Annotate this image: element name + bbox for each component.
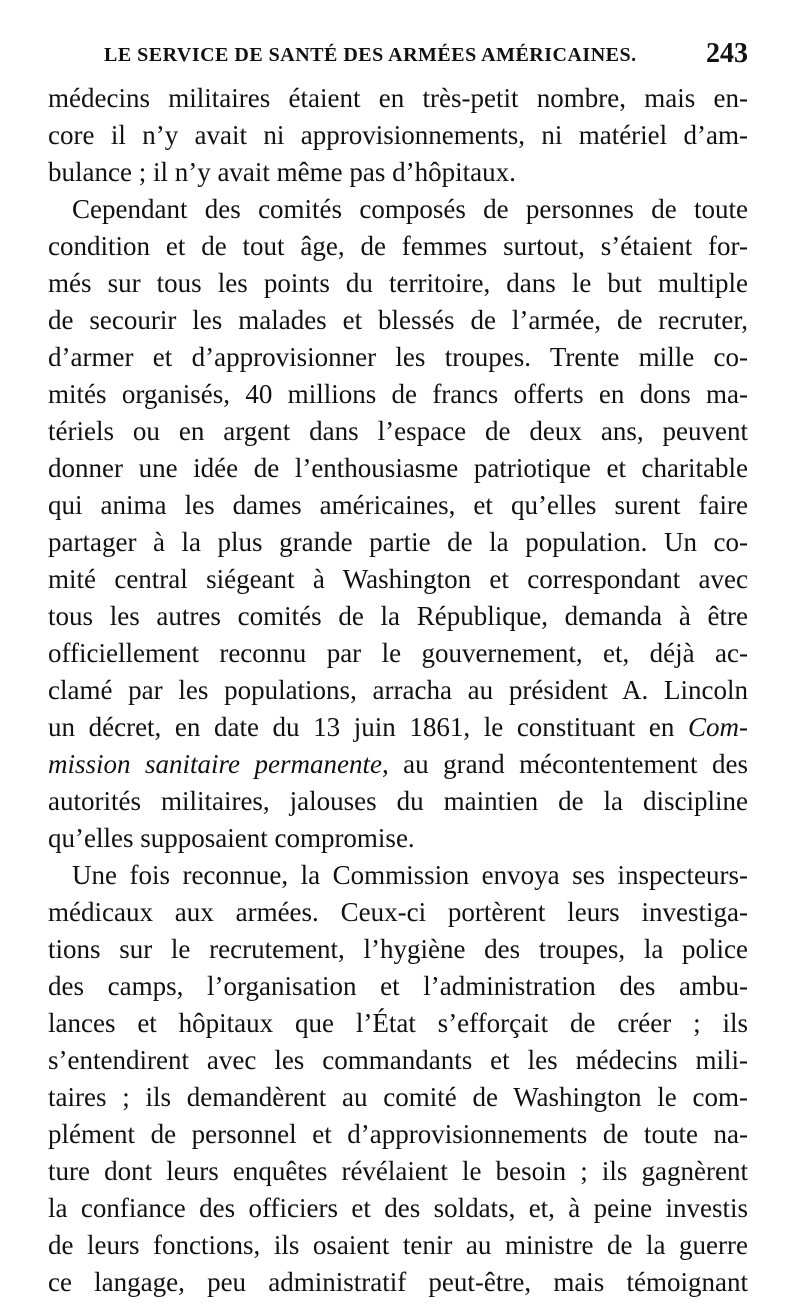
text-line: la confiance des officiers et des soldats, et, à peine investis: [48, 1193, 748, 1223]
text-line: des camps, l’organisation et l’administration des ambu-: [48, 971, 748, 1001]
text-line: qui anima les dames américaines, et qu’elles surent faire: [48, 490, 748, 520]
text-line: qu’elles supposaient compromise.: [48, 823, 415, 853]
text-line: médicaux aux armées. Ceux-ci portèrent leurs investiga-: [48, 897, 748, 927]
text-line: donner une idée de l’enthousiasme patriotique et charitable: [48, 453, 748, 483]
text-line: clamé par les populations, arracha au président A. Lincoln: [48, 675, 748, 705]
text-line: ture dont leurs enquêtes révélaient le besoin ; ils gagnèrent: [48, 1156, 748, 1186]
text-segment: , au grand mécontentement des: [381, 749, 748, 779]
text-line: de secourir les malades et blessés de l’armée, de recruter,: [48, 305, 748, 335]
italic-text: mission sanitaire permanente: [48, 749, 382, 779]
text-line: mité central siégeant à Washington et correspondant avec: [48, 564, 748, 594]
text-line: condition et de tout âge, de femmes surtout, s’étaient for-: [48, 231, 748, 261]
text-line: tériels ou en argent dans l’espace de deux ans, peuvent: [48, 416, 748, 446]
text-line: bulance ; il n’y avait même pas d’hôpitaux.: [48, 157, 516, 187]
text-line: s’entendirent avec les commandants et les médecins mili-: [48, 1045, 748, 1075]
text-line: [48, 746, 748, 782]
text-line: autorités militaires, jalouses du maintien de la discipline: [48, 786, 748, 816]
text-line: més sur tous les points du territoire, dans le but multiple: [48, 268, 748, 298]
text-line: mités organisés, 40 millions de francs offerts en dons ma-: [48, 379, 748, 409]
page-number: 243: [706, 38, 748, 69]
text-line: [48, 709, 748, 745]
text-line: taires ; ils demandèrent au comité de Washington le com-: [48, 1082, 748, 1112]
text-line: tions sur le recrutement, l’hygiène des troupes, la police: [48, 934, 748, 964]
text-segment: un décret, en date du 13 juin 1861, le constituant en: [48, 712, 688, 742]
text-line: de leurs fonctions, ils osaient tenir au ministre de la guerre: [48, 1230, 748, 1260]
text-line: officiellement reconnu par le gouvernement, et, déjà ac-: [48, 638, 748, 668]
text-line: core il n’y avait ni approvisionnements, ni matériel d’am-: [48, 120, 748, 150]
page-header: [104, 36, 748, 76]
italic-text: Com-: [688, 712, 748, 742]
text-line: Une fois reconnue, la Commission envoya ses inspecteurs-: [72, 860, 748, 890]
text-line: partager à la plus grande partie de la population. Un co-: [48, 527, 748, 557]
text-line-overflow-guard: [48, 1298, 748, 1315]
running-title: LE SERVICE DE SANTÉ DES ARMÉES AMÉRICAINES.: [104, 44, 637, 66]
text-line: d’armer et d’approvisionner les troupes. Trente mille co-: [48, 342, 748, 372]
text-line: lances et hôpitaux que l’État s’efforçait de créer ; ils: [48, 1008, 748, 1038]
text-line: médecins militaires étaient en très-petit nombre, mais en-: [48, 83, 748, 113]
text-line: plément de personnel et d’approvisionnements de toute na-: [48, 1119, 748, 1149]
text-line: Cependant des comités composés de personnes de toute: [72, 194, 748, 224]
text-line: tous les autres comités de la République, demanda à être: [48, 601, 748, 631]
text-line: ce langage, peu administratif peut-être, mais témoignant: [48, 1267, 748, 1297]
